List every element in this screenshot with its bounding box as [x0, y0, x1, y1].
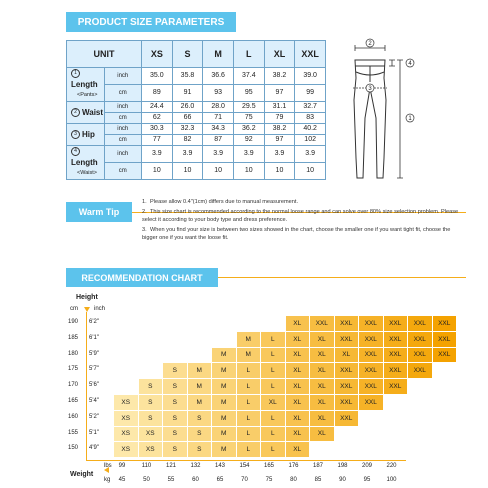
- value-cell: 38.2: [264, 124, 295, 135]
- recommend-cell: XXL: [335, 316, 359, 331]
- recommend-cell: XL: [286, 442, 310, 457]
- weight-lbs-tick: 154: [239, 463, 250, 469]
- recommend-cell: L: [237, 442, 261, 457]
- recommend-cell: L: [237, 427, 261, 442]
- recommend-cell: XXL: [384, 332, 408, 347]
- weight-kg-tick: 85: [314, 477, 322, 483]
- value-cell: 36.6: [203, 68, 234, 85]
- unit-header: UNIT: [67, 41, 142, 68]
- measure-number-icon: 2: [71, 108, 80, 117]
- recommend-cell: XXL: [433, 348, 457, 363]
- value-cell: 28.0: [203, 102, 234, 113]
- recommend-cell: XS: [114, 427, 138, 442]
- recommend-cell: M: [237, 348, 261, 363]
- weight-kg-tick: 50: [143, 477, 150, 483]
- recommend-cell: S: [163, 442, 187, 457]
- chart-height-cm-unit: cm: [70, 306, 78, 312]
- value-cell: 77: [142, 135, 173, 146]
- value-cell: 92: [233, 135, 264, 146]
- value-cell: 102: [295, 135, 326, 146]
- height-cm-tick: 190: [68, 319, 79, 325]
- recommend-cell: L: [261, 363, 285, 378]
- height-ft-tick: 6'2": [89, 319, 99, 325]
- weight-axis: [86, 460, 406, 461]
- unit-cm: cm: [104, 113, 142, 124]
- recommend-cell: XL: [310, 379, 334, 394]
- value-cell: 10: [295, 163, 326, 180]
- recommend-cell: S: [139, 379, 163, 394]
- weight-kg-tick: 45: [118, 477, 126, 483]
- height-ft-tick: 4'9": [89, 445, 99, 452]
- value-cell: 3.9: [203, 146, 234, 163]
- value-cell: 87: [203, 135, 234, 146]
- recommend-cell: XXL: [335, 363, 359, 378]
- measure-name: Hip: [82, 130, 95, 139]
- weight-kg-tick: 90: [339, 477, 346, 483]
- recommend-cell: XXL: [335, 411, 359, 426]
- weight-kg-tick: 100: [386, 477, 397, 483]
- value-cell: 10: [172, 163, 203, 180]
- size-header: L: [233, 41, 264, 68]
- height-ft-tick: 5'4": [89, 398, 99, 404]
- height-cm-tick: 155: [68, 429, 79, 436]
- recommend-cell: XL: [286, 379, 310, 394]
- tip-text: This size chart is recommended according to the normal loose range and can solve over 80% size selection problem. Please select it according to your body type and dress preference.: [142, 209, 459, 223]
- recommend-cell: S: [163, 395, 187, 410]
- weight-lbs-tick: 110: [141, 463, 152, 469]
- size-header: XXL: [295, 41, 326, 68]
- tip-item: [142, 198, 462, 206]
- pants-diagram: [340, 38, 430, 188]
- value-cell: 10: [233, 163, 264, 180]
- recommend-cell: XXL: [408, 363, 432, 378]
- recommend-cell: S: [188, 427, 212, 442]
- size-row-inch: [67, 146, 326, 163]
- height-cm-tick: 150: [68, 445, 79, 452]
- recommend-cell: S: [163, 379, 187, 394]
- recommend-cell: XXL: [384, 316, 408, 331]
- recommend-cell: XXL: [384, 363, 408, 378]
- value-cell: 3.9: [233, 146, 264, 163]
- value-cell: 93: [203, 85, 234, 102]
- value-cell: 3.9: [264, 146, 295, 163]
- recommend-cell: XL: [335, 348, 359, 363]
- recommend-cell: XL: [261, 395, 285, 410]
- recommend-cell: XXL: [433, 316, 457, 331]
- recommend-cell: XL: [286, 348, 310, 363]
- recommend-cell: XL: [310, 332, 334, 347]
- unit-inch: inch: [104, 146, 142, 163]
- measure-name: Length: [71, 158, 98, 167]
- product-size-title: PRODUCT SIZE PARAMETERS: [66, 12, 236, 32]
- recommend-cell: S: [188, 411, 212, 426]
- recommend-cell: XL: [310, 427, 334, 442]
- weight-kg-tick: 60: [192, 477, 199, 483]
- recommend-cell: XXL: [384, 348, 408, 363]
- unit-cm: cm: [104, 163, 142, 180]
- size-row-inch: [67, 102, 326, 113]
- value-cell: 30.3: [142, 124, 173, 135]
- recommend-cell: M: [188, 395, 212, 410]
- size-row-cm: [67, 113, 326, 124]
- height-ft-tick: 5'9": [89, 350, 99, 357]
- recommend-cell: XS: [114, 411, 138, 426]
- recommend-cell: M: [188, 379, 212, 394]
- recommend-cell: XL: [286, 332, 310, 347]
- size-header: S: [172, 41, 203, 68]
- value-cell: 3.9: [172, 146, 203, 163]
- recommend-cell: XL: [286, 363, 310, 378]
- size-header: XL: [264, 41, 295, 68]
- recommend-cell: L: [237, 379, 261, 394]
- height-axis: [86, 312, 87, 460]
- value-cell: 82: [172, 135, 203, 146]
- recommend-cell: XL: [286, 395, 310, 410]
- value-cell: 62: [142, 113, 173, 124]
- recommend-cell: M: [212, 442, 236, 457]
- recommend-cell: S: [163, 411, 187, 426]
- value-cell: 40.2: [295, 124, 326, 135]
- weight-kg-tick: 75: [265, 477, 273, 483]
- value-cell: 95: [233, 85, 264, 102]
- size-header-row: [67, 41, 326, 68]
- value-cell: 99: [295, 85, 326, 102]
- size-row-inch: [67, 68, 326, 85]
- measure-sub: <Pants>: [77, 92, 98, 98]
- recommend-cell: XXL: [408, 316, 432, 331]
- size-row-cm: [67, 163, 326, 180]
- recommend-cell: XXL: [359, 395, 383, 410]
- value-cell: 91: [172, 85, 203, 102]
- tip-number: 3.: [142, 227, 147, 233]
- size-row-inch: [67, 124, 326, 135]
- weight-lbs-tick: 99: [118, 463, 126, 469]
- height-cm-tick: 160: [68, 413, 79, 420]
- measure-label: [67, 146, 105, 180]
- height-axis-arrow: [84, 307, 90, 312]
- tip-item: [142, 226, 462, 242]
- weight-kg-tick: 95: [363, 477, 371, 483]
- recommend-cell: L: [261, 411, 285, 426]
- weight-lbs-tick: 198: [337, 463, 348, 469]
- tip-number: 2.: [142, 209, 147, 215]
- height-cm-tick: 165: [68, 398, 79, 404]
- value-cell: 37.4: [233, 68, 264, 85]
- recommendation-title: RECOMMENDATION CHART: [66, 268, 218, 287]
- size-table: [66, 40, 326, 180]
- recommend-cell: M: [212, 363, 236, 378]
- recommend-cell: XL: [310, 411, 334, 426]
- value-cell: 31.1: [264, 102, 295, 113]
- recommend-cell: L: [261, 427, 285, 442]
- size-row-cm: [67, 135, 326, 146]
- recommend-cell: XL: [310, 348, 334, 363]
- measure-name: Waist: [82, 108, 104, 117]
- value-cell: 39.0: [295, 68, 326, 85]
- recommend-cell: XL: [286, 316, 310, 331]
- weight-lbs-tick: 176: [288, 463, 299, 469]
- measure-name: Length: [71, 80, 98, 89]
- value-cell: 24.4: [142, 102, 173, 113]
- recommend-cell: XXL: [384, 379, 408, 394]
- recommend-cell: L: [237, 411, 261, 426]
- value-cell: 38.2: [264, 68, 295, 85]
- recommend-cell: XXL: [335, 379, 359, 394]
- recommend-cell: S: [163, 363, 187, 378]
- height-ft-tick: 6'1": [89, 334, 99, 341]
- tip-number: 1.: [142, 199, 147, 205]
- recommend-cell: L: [261, 442, 285, 457]
- value-cell: 29.5: [233, 102, 264, 113]
- value-cell: 75: [233, 113, 264, 124]
- height-cm-tick: 175: [68, 366, 79, 373]
- height-ft-tick: 5'6": [89, 382, 99, 389]
- weight-lbs-tick: 121: [165, 463, 176, 469]
- recommend-cell: XXL: [408, 332, 432, 347]
- recommend-cell: M: [212, 348, 236, 363]
- weight-kg-tick: 65: [216, 477, 224, 483]
- recommend-cell: XXL: [335, 332, 359, 347]
- measure-number-icon: 1: [71, 69, 80, 78]
- recommend-cell: XL: [286, 411, 310, 426]
- size-row-cm: [67, 85, 326, 102]
- chart-weight-lbs-unit: lbs: [104, 463, 112, 469]
- recommend-cell: XS: [139, 427, 163, 442]
- weight-kg-tick: 55: [167, 477, 175, 483]
- height-cm-tick: 185: [68, 334, 79, 341]
- weight-kg-tick: 70: [241, 477, 248, 483]
- measure-label: [67, 124, 105, 146]
- value-cell: 10: [264, 163, 295, 180]
- recommend-cell: XXL: [359, 363, 383, 378]
- height-ft-tick: 5'7": [89, 366, 99, 373]
- value-cell: 35.0: [142, 68, 173, 85]
- diagram-label-3: 3: [368, 86, 372, 92]
- recommend-cell: M: [188, 363, 212, 378]
- recommend-cell: L: [237, 363, 261, 378]
- value-cell: 3.9: [142, 146, 173, 163]
- value-cell: 32.3: [172, 124, 203, 135]
- recommend-cell: XXL: [408, 348, 432, 363]
- recommend-cell: M: [212, 379, 236, 394]
- recommend-cell: S: [139, 411, 163, 426]
- height-cm-tick: 180: [68, 350, 79, 357]
- recommend-cell: XXL: [359, 379, 383, 394]
- tips-list: [142, 198, 462, 244]
- recommend-cell: L: [261, 348, 285, 363]
- recommend-cell: S: [163, 427, 187, 442]
- unit-cm: cm: [104, 135, 142, 146]
- weight-kg-tick: 80: [290, 477, 297, 483]
- value-cell: 32.7: [295, 102, 326, 113]
- recommend-cell: XXL: [433, 332, 457, 347]
- recommend-cell: XS: [114, 442, 138, 457]
- size-header: XS: [142, 41, 173, 68]
- unit-cm: cm: [104, 85, 142, 102]
- unit-inch: inch: [104, 124, 142, 135]
- value-cell: 71: [203, 113, 234, 124]
- unit-inch: inch: [104, 102, 142, 113]
- size-header: M: [203, 41, 234, 68]
- weight-lbs-tick: 220: [386, 463, 397, 469]
- weight-lbs-tick: 132: [190, 463, 201, 469]
- value-cell: 35.8: [172, 68, 203, 85]
- recommend-cell: L: [261, 332, 285, 347]
- recommend-cell: M: [212, 395, 236, 410]
- value-cell: 89: [142, 85, 173, 102]
- chart-weight-kg-unit: kg: [104, 477, 111, 483]
- chart-height-label: Height: [76, 294, 98, 301]
- recommend-cell: XL: [286, 427, 310, 442]
- value-cell: 79: [264, 113, 295, 124]
- value-cell: 3.9: [295, 146, 326, 163]
- value-cell: 97: [264, 135, 295, 146]
- unit-inch: inch: [104, 68, 142, 85]
- recommend-cell: XS: [114, 395, 138, 410]
- recommend-cell: M: [212, 411, 236, 426]
- value-cell: 66: [172, 113, 203, 124]
- weight-lbs-tick: 165: [263, 463, 274, 469]
- value-cell: 97: [264, 85, 295, 102]
- recommend-cell: XXL: [359, 348, 383, 363]
- recommend-cell: L: [237, 395, 261, 410]
- recommend-cell: XXL: [335, 395, 359, 410]
- weight-lbs-tick: 187: [312, 463, 323, 469]
- diagram-label-2: 2: [368, 41, 372, 47]
- measure-number-icon: 4: [71, 147, 80, 156]
- recommend-cell: XS: [139, 442, 163, 457]
- recommend-cell: L: [261, 379, 285, 394]
- diagram-label-4: 4: [408, 61, 412, 67]
- recommend-cell: XXL: [359, 316, 383, 331]
- recommend-cell: S: [188, 442, 212, 457]
- value-cell: 10: [203, 163, 234, 180]
- value-cell: 10: [142, 163, 173, 180]
- recommend-cell: XXL: [359, 332, 383, 347]
- recommend-cell: S: [139, 395, 163, 410]
- chart-height-inch-unit: inch: [94, 306, 106, 312]
- value-cell: 26.0: [172, 102, 203, 113]
- recommend-cell: XL: [310, 395, 334, 410]
- value-cell: 36.2: [233, 124, 264, 135]
- chart-weight-label: Weight: [70, 471, 94, 478]
- height-cm-tick: 170: [68, 382, 79, 389]
- measure-sub: <Waist>: [77, 170, 97, 176]
- measure-label: [67, 102, 105, 124]
- height-ft-tick: 5'2": [89, 413, 99, 420]
- measure-label: [67, 68, 105, 102]
- diagram-label-1: 1: [408, 116, 412, 122]
- recommend-cell: XXL: [310, 316, 334, 331]
- warm-tip-title: Warm Tip: [66, 202, 132, 222]
- weight-lbs-tick: 143: [214, 463, 225, 469]
- tip-text: When you find your size is between two sizes showed in the chart, choose the smaller one if you want tight fit, choose the bigger one if you want the loose fit.: [142, 227, 451, 241]
- value-cell: 34.3: [203, 124, 234, 135]
- recommend-cell: M: [212, 427, 236, 442]
- tip-text: Please allow 0.4"(1cm) differs due to manual measurement.: [150, 199, 299, 205]
- weight-lbs-tick: 209: [361, 463, 372, 469]
- measure-number-icon: 3: [71, 130, 80, 139]
- recommend-cell: XL: [310, 363, 334, 378]
- tip-item: [142, 208, 462, 224]
- value-cell: 83: [295, 113, 326, 124]
- recommend-cell: M: [237, 332, 261, 347]
- height-ft-tick: 5'1": [89, 429, 99, 436]
